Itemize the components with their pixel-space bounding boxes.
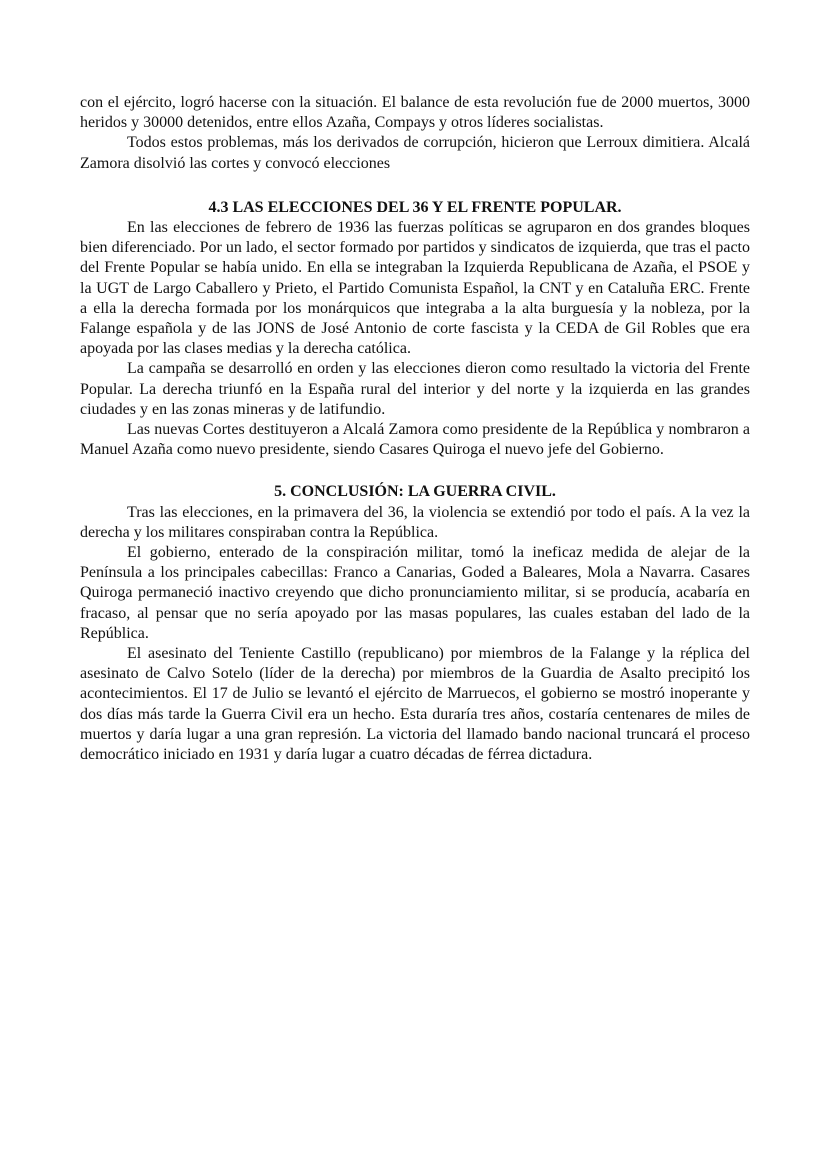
body-paragraph: En las elecciones de febrero de 1936 las fuerzas políticas se agruparon en dos grandes bloques bien diferenciado. Por un lado, el sector formado por partidos y sindicatos de izquierda, que tras el pacto del Frente Popular se había unido. En ella se integraban la Izquierda Republicana de Azaña, el PSOE y la UGT de Largo Caballero y Prieto, el Partido Comunista Español, la CNT y en Cataluña ERC. Frente a ella la derecha formada por los monárquicos que integraba a la alta burguesía y la nobleza, por la Falange española y de las JONS de José Antonio de corte fascista y la CEDA de Gil Robles que era apoyada por las clases medias y la derecha católica. [80,219,750,358]
body-paragraph: Tras las elecciones, en la primavera del 36, la violencia se extendió por todo el país. A la vez la derecha y los militares conspiraban contra la República. [80,503,750,541]
body-paragraph: Las nuevas Cortes destituyeron a Alcalá Zamora como presidente de la República y nombraron a Manuel Azaña como nuevo presidente, siendo Casares Quiroga el nuevo jefe del Gobierno. [80,421,750,459]
body-paragraph: La campaña se desarrolló en orden y las elecciones dieron como resultado la victoria del Frente Popular. La derecha triunfó en la España rural del interior y del norte y la izquierda en las grandes ciudades y en las zonas mineras y de latifundio. [80,360,750,418]
document-page [80,93,750,765]
body-paragraph: El asesinato del Teniente Castillo (republicano) por miembros de la Falange y la réplica del asesinato de Calvo Sotelo (líder de la derecha) por miembros de la Guardia de Asalto precipitó los acontecimientos. El 17 de Julio se levantó el ejército de Marruecos, el gobierno se mostró inoperante y dos días más tarde la Guerra Civil era un hecho. Esta duraría tres años, costaría centenares de miles de muertos y daría lugar a una gran represión. La victoria del llamado bando nacional truncará el proceso democrático iniciado en 1931 y daría lugar a cuatro décadas de férrea dictadura. [80,645,750,764]
section-heading-5: 5. CONCLUSIÓN: LA GUERRA CIVIL. [274,483,556,501]
body-paragraph: El gobierno, enterado de la conspiración militar, tomó la ineficaz medida de alejar de la Península a los principales cabecillas: Franco a Canarias, Goded a Baleares, Mola a Navarra. Casares Quiroga permaneció inactivo creyendo que dicho pronunciamiento militar, si se producía, acabaría en fracaso, al pensar que no sería apoyado por las masas populares, las cuales estaban del lado de la República. [80,544,750,642]
section-heading-4-3: 4.3 LAS ELECCIONES DEL 36 Y EL FRENTE POPULAR. [208,198,622,216]
section-spacer [80,460,750,482]
section-spacer [80,174,750,198]
intro-paragraph: Todos estos problemas, más los derivados de corrupción, hicieron que Lerroux dimitiera. Alcalá Zamora disolvió las cortes y convocó elecciones [80,134,750,172]
intro-paragraph: con el ejército, logró hacerse con la situación. El balance de esta revolución fue de 2000 muertos, 3000 heridos y 30000 detenidos, entre ellos Azaña, Compays y otros líderes socialistas. [80,94,750,132]
